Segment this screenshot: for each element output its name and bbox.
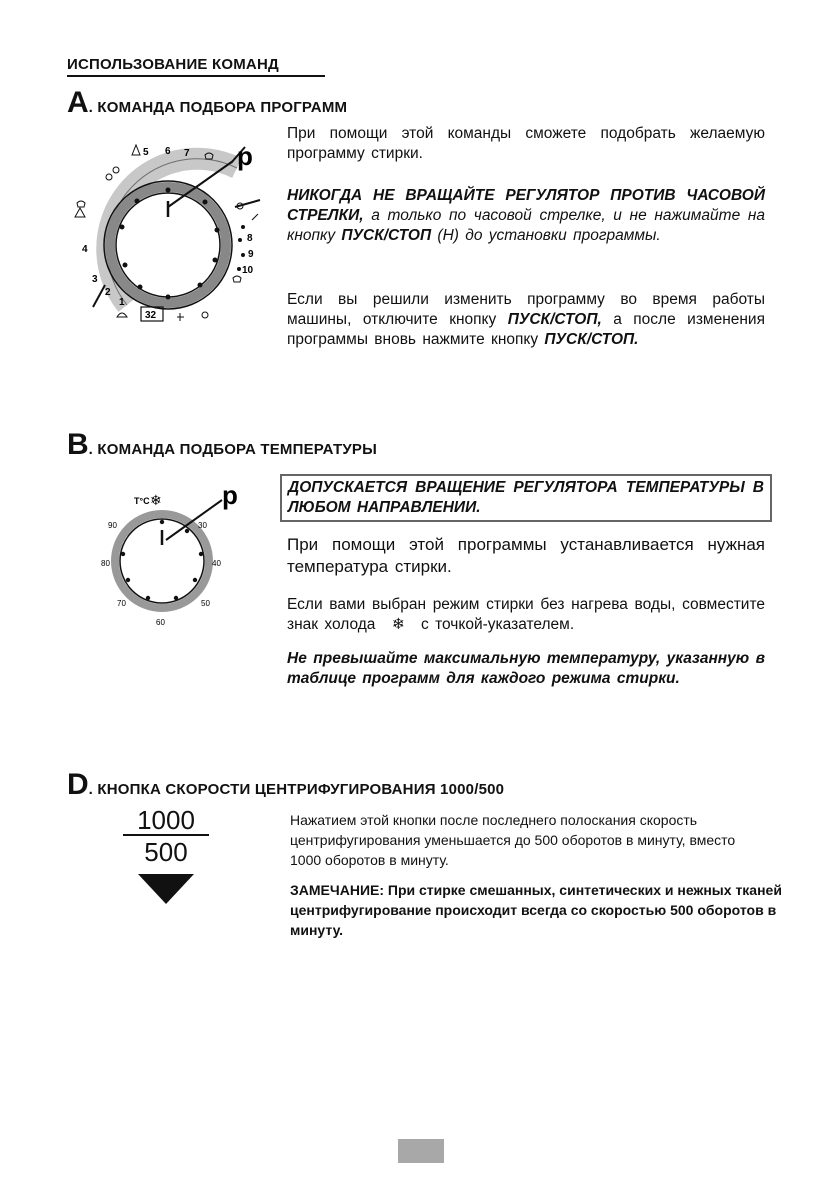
section-a-warning-mid: а только по часовой стрелке, и не нажимайте на кнопку [287,207,765,244]
program-number: 7 [184,148,190,159]
section-a-warning-end: (H) до установки программы. [431,227,661,244]
section-a-title-text: . КОМАНДА ПОДБОРА ПРОГРАММ [88,99,348,116]
section-b-p2-end: с точкой-указателем. [421,616,575,633]
section-a-p3-key1: ПУСК/СТОП, [507,311,602,328]
program-number: 32 [145,310,157,321]
section-a-letter: A [67,86,89,119]
program-number: 4 [82,244,88,255]
section-b-title [67,428,377,462]
program-number: 8 [247,233,253,244]
program-number: 9 [248,249,254,260]
section-b-warning-box: ДОПУСКАЕТСЯ ВРАЩЕНИЕ РЕГУЛЯТОРА ТЕМПЕРАТУРЫ В ЛЮБОМ НАПРАВЛЕНИИ. [280,474,772,522]
temperature-dial[interactable] [98,482,258,632]
section-b-letter: B [67,428,89,461]
section-a-p3-mid: а после изменения программы вновь нажмите кнопку [287,311,765,348]
temperature-value: 50 [201,599,210,608]
temperature-value: 80 [101,559,110,568]
program-number: 1 [119,297,125,308]
temperature-pointer-label: p [222,482,238,510]
program-number: 6 [165,146,171,157]
section-a-title [67,86,347,120]
temperature-value: 30 [198,521,207,530]
temperature-value: 90 [108,521,117,530]
program-dial[interactable] [65,135,270,330]
page-header: ИСПОЛЬЗОВАНИЕ КОМАНД [67,56,325,77]
section-b-paragraph-1: При помощи этой программы устанавливается нужная температура стирки. [287,535,765,576]
section-a-warning-bold: НИКОГДА НЕ ВРАЩАЙТЕ РЕГУЛЯТОР ПРОТИВ ЧАСОВОЙ СТРЕЛКИ, [287,187,765,224]
section-b-paragraph-3: Не превышайте максимальную температуру, указанную в таблице программ для каждого режима стирки. [287,650,765,687]
program-number: 5 [143,147,149,158]
spin-speed-high: 1000 [123,806,209,836]
section-b-paragraph-2 [287,595,765,635]
section-d-paragraph-1: Нажатием этой кнопки после последнего полоскания скорость центрифугирования уменьшается до 500 оборотов в минуту, вместо 1000 оборотов в минуту. [290,812,736,868]
snowflake-icon: ❄ [150,492,162,508]
section-a-paragraph-3 [287,290,765,350]
program-number: 10 [242,265,254,276]
page-number-tab [398,1139,444,1163]
snowflake-icon: ❄ [391,616,405,633]
section-a-p3-start: Если вы решили изменить программу во время работы машины, отключите кнопку [287,291,765,328]
section-d-title [67,768,504,802]
spin-speed-low: 500 [144,837,188,867]
section-d-letter: D [67,768,89,801]
section-a-warning [287,186,765,246]
triangle-down-icon [138,874,194,904]
program-pointer-label: p [237,141,253,171]
temperature-unit-label: T°C [134,496,150,506]
program-number: 2 [105,287,111,298]
section-d-title-text: . КНОПКА СКОРОСТИ ЦЕНТРИФУГИРОВАНИЯ 1000/500 [88,781,505,798]
section-b-p2-start: Если вами выбран режим стирки без нагрева воды, совместите знак холода [287,596,765,633]
section-b-title-text: . КОМАНДА ПОДБОРА ТЕМПЕРАТУРЫ [88,441,377,458]
section-a-warning-key: ПУСК/СТОП [341,227,432,244]
temperature-value: 60 [156,618,165,627]
temperature-value: 40 [212,559,221,568]
section-a-p3-key2: ПУСК/СТОП. [544,331,639,348]
spin-speed-button[interactable] [123,806,209,904]
section-a-paragraph-1: При помощи этой команды сможете подобрать желаемую программу стирки. [287,125,765,162]
program-number: 3 [92,274,98,285]
temperature-value: 70 [117,599,126,608]
section-d-note: ЗАМЕЧАНИЕ: При стирке смешанных, синтетических и нежных тканей центрифугирование происходит всегда со скоростью 500 оборотов в минуту. [290,882,782,938]
dial-divider-tick [93,285,105,307]
